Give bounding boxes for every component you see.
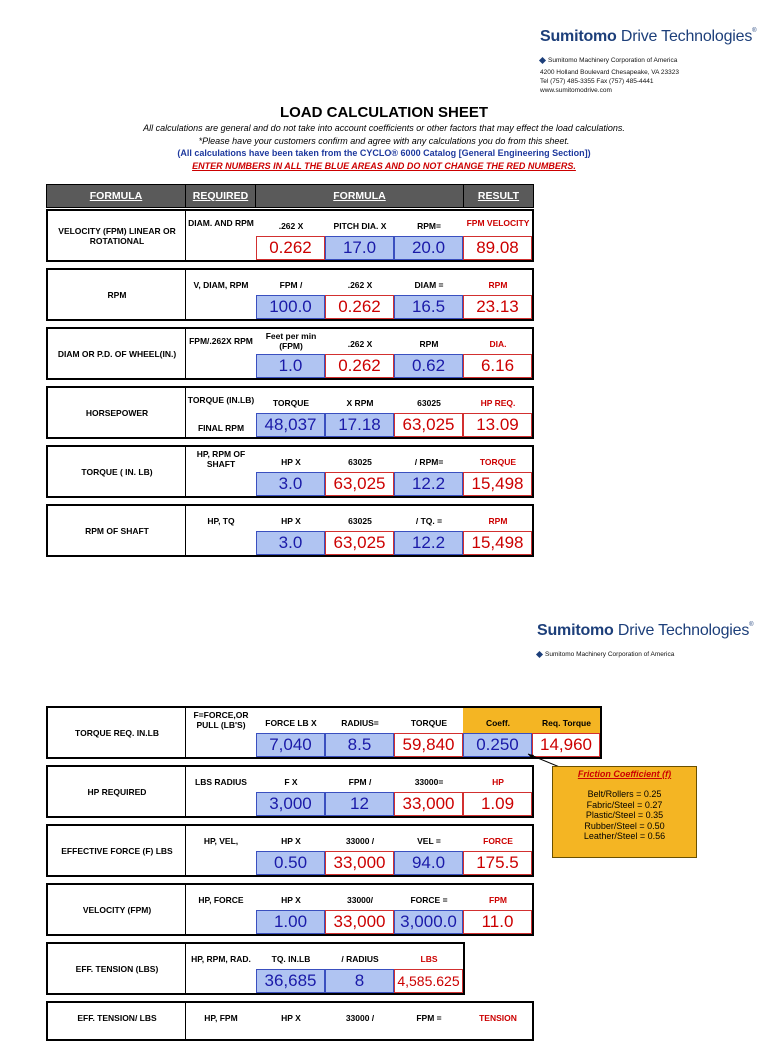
result-box: 11.0 xyxy=(463,910,532,934)
col2-label: 63025 xyxy=(348,516,372,526)
value-box: 33,000 xyxy=(325,851,394,875)
required-label: DIAM. AND RPM xyxy=(188,218,254,228)
col1-label: HP X xyxy=(281,836,301,846)
col1-label: FORCE LB X xyxy=(265,718,317,728)
col1-label: HP X xyxy=(281,457,301,467)
col2-label: 33000 / xyxy=(345,1013,375,1023)
note-catalog: (All calculations have been taken from the CYCLO® 6000 Catalog [General Engineering Section]) xyxy=(177,148,591,158)
value-box: 0.262 xyxy=(325,295,394,319)
required-label: HP, FPM xyxy=(204,1013,238,1023)
row-hp-required xyxy=(46,765,534,818)
result-box: 23.13 xyxy=(463,295,532,319)
col1-label: HP X xyxy=(281,516,301,526)
result-label: RPM xyxy=(488,516,508,526)
row-velocity xyxy=(46,209,534,262)
required-label: TORQUE (IN.LB) xyxy=(187,395,255,405)
row-diam xyxy=(46,327,534,380)
page-title: LOAD CALCULATION SHEET xyxy=(279,104,489,121)
brand-logo: Sumitomo Drive Technologies® xyxy=(540,28,757,45)
result-box: 6.16 xyxy=(463,354,532,378)
formula-label: DIAM OR P.D. OF WHEEL(IN.) xyxy=(57,349,177,359)
col1-label: .262 X xyxy=(278,221,304,231)
result-box: 175.5 xyxy=(463,851,532,875)
col1-label: TQ. IN.LB xyxy=(271,954,311,964)
input-box[interactable]: 7,040 xyxy=(256,733,325,757)
table-header xyxy=(46,184,534,208)
required-label: V, DIAM, RPM xyxy=(193,280,249,290)
input-box[interactable]: 1.0 xyxy=(256,354,325,378)
formula-label: RPM OF SHAFT xyxy=(85,525,149,536)
value-box: 59,840 xyxy=(394,733,463,757)
col3-label: RPM= xyxy=(417,221,441,231)
result-box: 13.09 xyxy=(463,413,532,437)
col3-label: / TQ. = xyxy=(415,516,443,526)
col1-label: HP X xyxy=(281,1013,301,1023)
input-box[interactable]: 100.0 xyxy=(256,295,325,319)
row-effective-force xyxy=(46,824,534,877)
col3-label: FPM = xyxy=(416,1013,442,1023)
col2-label: PITCH DIA. X xyxy=(333,221,387,231)
row-horsepower xyxy=(46,386,534,439)
header-required: REQUIRED xyxy=(192,190,249,202)
row-rpm xyxy=(46,268,534,321)
col2-label: RADIUS= xyxy=(341,718,379,728)
coeff-label: Coeff. xyxy=(485,718,511,728)
result-box: 14,960 xyxy=(532,733,600,757)
value-box: 63,025 xyxy=(325,531,394,555)
formula-label: VELOCITY (FPM) xyxy=(82,904,152,915)
result-label: HP REQ. xyxy=(480,398,516,408)
brand-logo-2: Sumitomo Drive Technologies® xyxy=(537,622,754,639)
friction-item: Plastic/Steel = 0.35 xyxy=(585,810,664,820)
col2-label: .262 X xyxy=(347,339,373,349)
result-box: 15,498 xyxy=(463,472,532,496)
formula-label: EFF. TENSION/ LBS xyxy=(77,1013,157,1023)
col3-label: FORCE = xyxy=(410,895,448,905)
required-label: LBS RADIUS xyxy=(195,777,247,787)
result-label: FORCE xyxy=(483,836,513,846)
note-general: All calculations are general and do not take into account coefficients or other factors that may effect the load calculations. xyxy=(143,123,625,133)
input-box[interactable]: 1.00 xyxy=(256,910,325,934)
input-box[interactable]: 3,000.0 xyxy=(394,910,463,934)
required-label: FPM/.262X RPM xyxy=(189,336,253,346)
friction-title: Friction Coefficient (f) xyxy=(577,769,672,779)
col3-label: 33000= xyxy=(414,777,444,787)
result-label: LBS xyxy=(420,954,438,964)
row-torque-req xyxy=(46,706,602,759)
diamond-icon xyxy=(539,57,546,64)
result-label: TENSION xyxy=(479,1013,517,1023)
input-box[interactable]: 3,000 xyxy=(256,792,325,816)
input-box[interactable]: 8.5 xyxy=(325,733,394,757)
result-label: DIA. xyxy=(489,339,507,349)
result-label: HP xyxy=(492,777,504,787)
row-velocity-fpm xyxy=(46,883,534,936)
input-box[interactable]: 12 xyxy=(325,792,394,816)
col1-label: F X xyxy=(284,777,298,787)
result-label: RPM xyxy=(488,280,508,290)
address-line: 4200 Holland Boulevard Chesapeake, VA 23323 xyxy=(540,69,680,76)
input-box[interactable]: 12.2 xyxy=(394,472,463,496)
required-label: HP, FORCE xyxy=(198,895,244,905)
row-rpm-shaft xyxy=(46,504,534,557)
note-confirm: *Please have your customers confirm and agree with any calculations you do from this sheet. xyxy=(198,136,570,146)
input-box[interactable]: 0.62 xyxy=(394,354,463,378)
address-block xyxy=(540,68,679,95)
formula-label: EFFECTIVE FORCE (F) LBS xyxy=(61,846,173,856)
value-box: 33,000 xyxy=(394,792,463,816)
note-instructions: ENTER NUMBERS IN ALL THE BLUE AREAS AND DO NOT CHANGE THE RED NUMBERS. xyxy=(192,161,576,171)
formula-label: TORQUE ( IN. LB) xyxy=(81,466,153,477)
header-formula-2: FORMULA xyxy=(333,190,386,202)
formula-label: TORQUE REQ. IN.LB xyxy=(75,727,159,738)
input-box[interactable]: 17.18 xyxy=(325,413,394,437)
col2-label: FPM / xyxy=(348,777,372,787)
col2-label: X RPM xyxy=(346,398,374,408)
formula-label: EFF. TENSION (LBS) xyxy=(75,963,159,974)
col3-label: RPM xyxy=(419,339,439,349)
input-box[interactable]: 0.50 xyxy=(256,851,325,875)
result-box: 89.08 xyxy=(463,236,532,260)
result-box: 15,498 xyxy=(463,531,532,555)
req-torque-label: Req. Torque xyxy=(542,718,591,728)
col1-label: HP X xyxy=(281,895,301,905)
result-label: FPM VELOCITY xyxy=(466,218,530,228)
value-box: 33,000 xyxy=(325,910,394,934)
header-result: RESULT xyxy=(477,190,520,202)
required-label: F=FORCE,OR PULL (LB'S) xyxy=(193,710,249,730)
col1-label: Feet per min (FPM) xyxy=(265,331,317,351)
input-box[interactable]: 3.0 xyxy=(256,531,325,555)
required-label-2: FINAL RPM xyxy=(197,423,245,433)
required-label: HP, RPM, RAD. xyxy=(191,954,251,964)
required-label: HP, VEL, xyxy=(203,836,239,846)
phone-line: Tel (757) 485-3355 Fax (757) 485-4441 xyxy=(540,78,654,85)
input-box[interactable]: 16.5 xyxy=(394,295,463,319)
col3-label: TORQUE xyxy=(410,718,448,728)
result-label: FPM xyxy=(489,895,507,905)
col3-label: DIAM = xyxy=(414,280,444,290)
row-torque xyxy=(46,445,534,498)
required-label: HP, TQ xyxy=(207,516,235,526)
col1-label: FPM / xyxy=(279,280,303,290)
friction-coefficient-box xyxy=(552,766,697,858)
input-box[interactable]: 8 xyxy=(325,969,394,993)
col3-label: VEL = xyxy=(417,836,441,846)
input-box[interactable]: 36,685 xyxy=(256,969,325,993)
col3-label: 63025 xyxy=(417,398,441,408)
row-eff-tension xyxy=(46,942,465,995)
friction-item: Rubber/Steel = 0.50 xyxy=(584,820,665,831)
value-box: 0.262 xyxy=(256,236,325,260)
website-link[interactable]: www.sumitomodrive.com xyxy=(540,87,612,94)
required-label: HP, RPM OF SHAFT xyxy=(196,449,246,469)
coeff-input[interactable]: 0.250 xyxy=(463,733,532,757)
row-eff-tension-lbs xyxy=(46,1001,534,1041)
col2-label: 33000 / xyxy=(345,836,375,846)
corp-name-2: Sumitomo Machinery Corporation of America xyxy=(537,651,674,658)
formula-label: VELOCITY (FPM) LINEAR OR ROTATIONAL xyxy=(58,225,176,246)
col2-label: .262 X xyxy=(347,280,373,290)
col2-label: 33000/ xyxy=(347,895,373,905)
col3-label: / RPM= xyxy=(414,457,444,467)
result-box: 4,585.625 xyxy=(394,969,463,993)
value-box: 63,025 xyxy=(325,472,394,496)
corp-name: Sumitomo Machinery Corporation of America xyxy=(540,57,677,64)
friction-item: Fabric/Steel = 0.27 xyxy=(586,799,663,810)
col2-label: 63025 xyxy=(348,457,372,467)
input-box[interactable]: 12.2 xyxy=(394,531,463,555)
diamond-icon xyxy=(536,651,543,658)
result-box: 1.09 xyxy=(463,792,532,816)
formula-label: HORSEPOWER xyxy=(85,407,149,418)
input-box[interactable]: 17.0 xyxy=(325,236,394,260)
input-box[interactable]: 94.0 xyxy=(394,851,463,875)
formula-label: RPM xyxy=(107,289,127,300)
input-box[interactable]: 48,037 xyxy=(256,413,325,437)
value-box: 0.262 xyxy=(325,354,394,378)
result-label: TORQUE xyxy=(479,457,517,467)
friction-item: Belt/Rollers = 0.25 xyxy=(587,789,662,799)
input-box[interactable]: 3.0 xyxy=(256,472,325,496)
value-box: 63,025 xyxy=(394,413,463,437)
col1-label: TORQUE xyxy=(272,398,310,408)
friction-item: Leather/Steel = 0.56 xyxy=(583,831,666,841)
header-formula: FORMULA xyxy=(89,190,143,202)
formula-label: HP REQUIRED xyxy=(87,786,147,797)
col2-label: / RADIUS xyxy=(341,954,379,964)
input-box[interactable]: 20.0 xyxy=(394,236,463,260)
